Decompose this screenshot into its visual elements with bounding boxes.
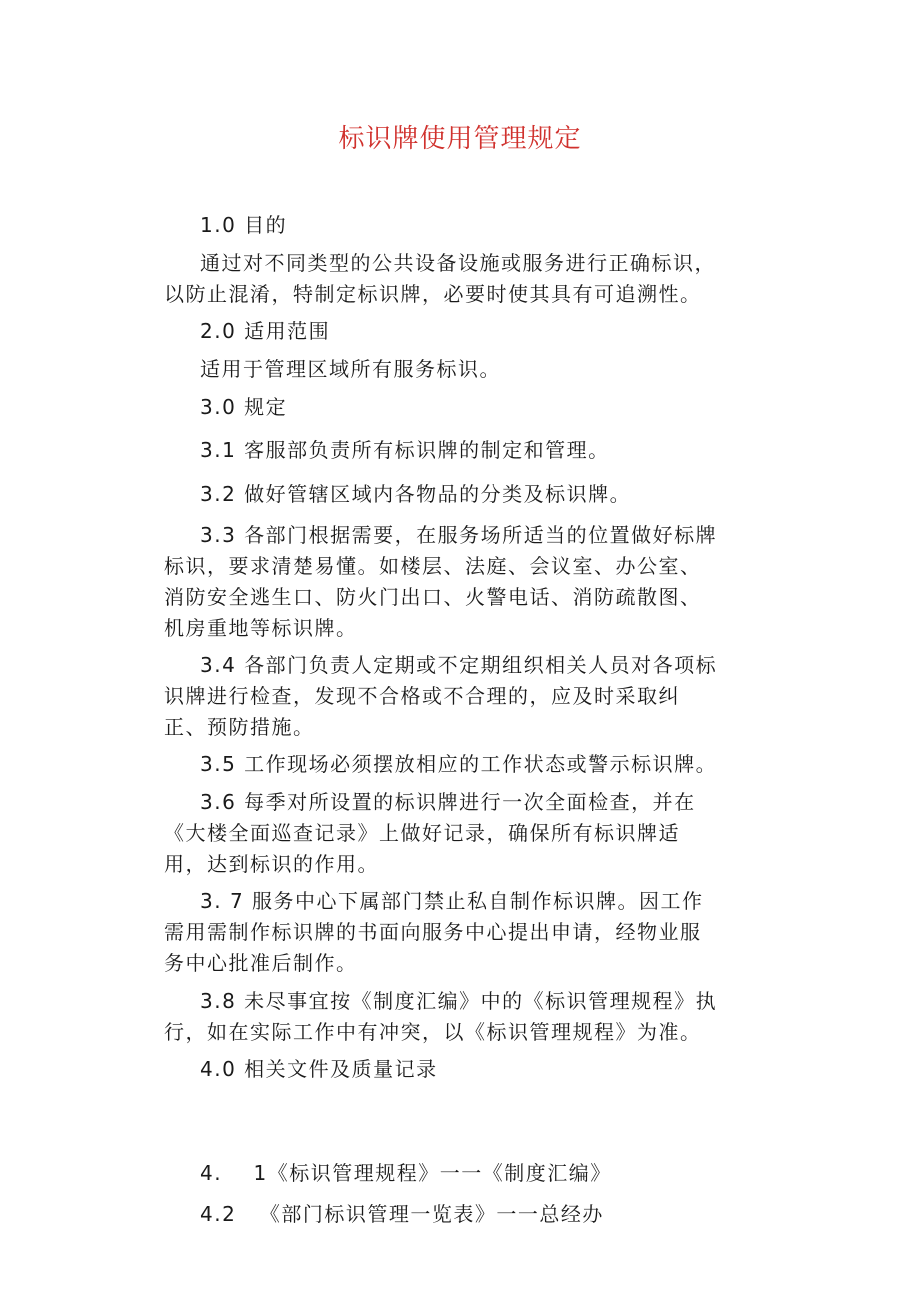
section-heading-scope: [164, 316, 744, 347]
paragraph-line: 3.8 未尽事宜按《制度汇编》中的《标识管理规程》执: [200, 989, 718, 1013]
paragraph-line: 2.0 适用范围: [200, 319, 331, 343]
paragraph-line: 3. 7 服务中心下属部门禁止私自制作标识牌。因工作: [200, 889, 704, 913]
paragraph-line: 消防安全逃生口、防火门出口、火警电话、消防疏散图、: [164, 585, 702, 609]
rule-3-4: [164, 650, 744, 743]
paragraph-line: 3.1 客服部负责所有标识牌的制定和管理。: [200, 438, 610, 462]
paragraph-line: 正、预防措施。: [164, 715, 315, 739]
rule-3-8: [164, 986, 744, 1048]
paragraph-line: 务中心批准后制作。: [164, 951, 358, 975]
paragraph-line: 需用需制作标识牌的书面向服务中心提出申请，经物业服: [164, 920, 702, 944]
rule-3-6: [164, 787, 744, 880]
paragraph-line: 3.2 做好管辖区域内各物品的分类及标识牌。: [200, 482, 632, 506]
rule-3-1: [164, 435, 744, 466]
paragraph-line: 适用于管理区域所有服务标识。: [200, 357, 501, 381]
paragraph-line: 3.6 每季对所设置的标识牌进行一次全面检查，并在: [200, 790, 696, 814]
paragraph-line: 《大楼全面巡查记录》上做好记录，确保所有标识牌适: [164, 821, 680, 845]
paragraph-line: 机房重地等标识牌。: [164, 616, 358, 640]
section-heading-purpose: [164, 210, 744, 241]
document-title: 标识牌使用管理规定: [338, 124, 582, 154]
paragraph-line: 3.3 各部门根据需要，在服务场所适当的位置做好标牌: [200, 523, 718, 547]
paragraph-line: 3.5 工作现场必须摆放相应的工作状态或警示标识牌。: [200, 752, 718, 776]
paragraph-line: 用，达到标识的作用。: [164, 852, 379, 876]
paragraph-line: 以防止混淆，特制定标识牌，必要时使其具有可追溯性。: [164, 282, 702, 306]
paragraph-line: 标识，要求清楚易懂。如楼层、法庭、会议室、办公室、: [164, 554, 702, 578]
section-heading-related-documents: [164, 1054, 744, 1085]
paragraph-line: 1.0 目的: [200, 213, 288, 237]
paragraph-line: 4. 1《标识管理规程》一一《制度汇编》: [200, 1161, 612, 1185]
rule-3-5: [164, 749, 744, 780]
paragraph-line: 4.2 《部门标识管理一览表》一一总经办: [200, 1202, 604, 1226]
paragraph-line: 4.0 相关文件及质量记录: [200, 1057, 438, 1081]
paragraph-purpose-text: [164, 248, 744, 310]
related-document-4-2: [164, 1137, 744, 1261]
rule-3-7: [164, 886, 744, 979]
paragraph-line: 3.4 各部门负责人定期或不定期组织相关人员对各项标: [200, 653, 718, 677]
paragraph-scope-text: [164, 354, 744, 385]
paragraph-line: 通过对不同类型的公共设备设施或服务进行正确标识，: [200, 251, 716, 275]
paragraph-line: 行，如在实际工作中有冲突，以《标识管理规程》为准。: [164, 1020, 702, 1044]
section-heading-rules: [164, 392, 744, 423]
paragraph-line: 3.0 规定: [200, 395, 288, 419]
paragraph-line: 识牌进行检查，发现不合格或不合理的，应及时采取纠: [164, 684, 680, 708]
rule-3-2: [164, 479, 744, 510]
rule-3-3: [164, 520, 744, 644]
